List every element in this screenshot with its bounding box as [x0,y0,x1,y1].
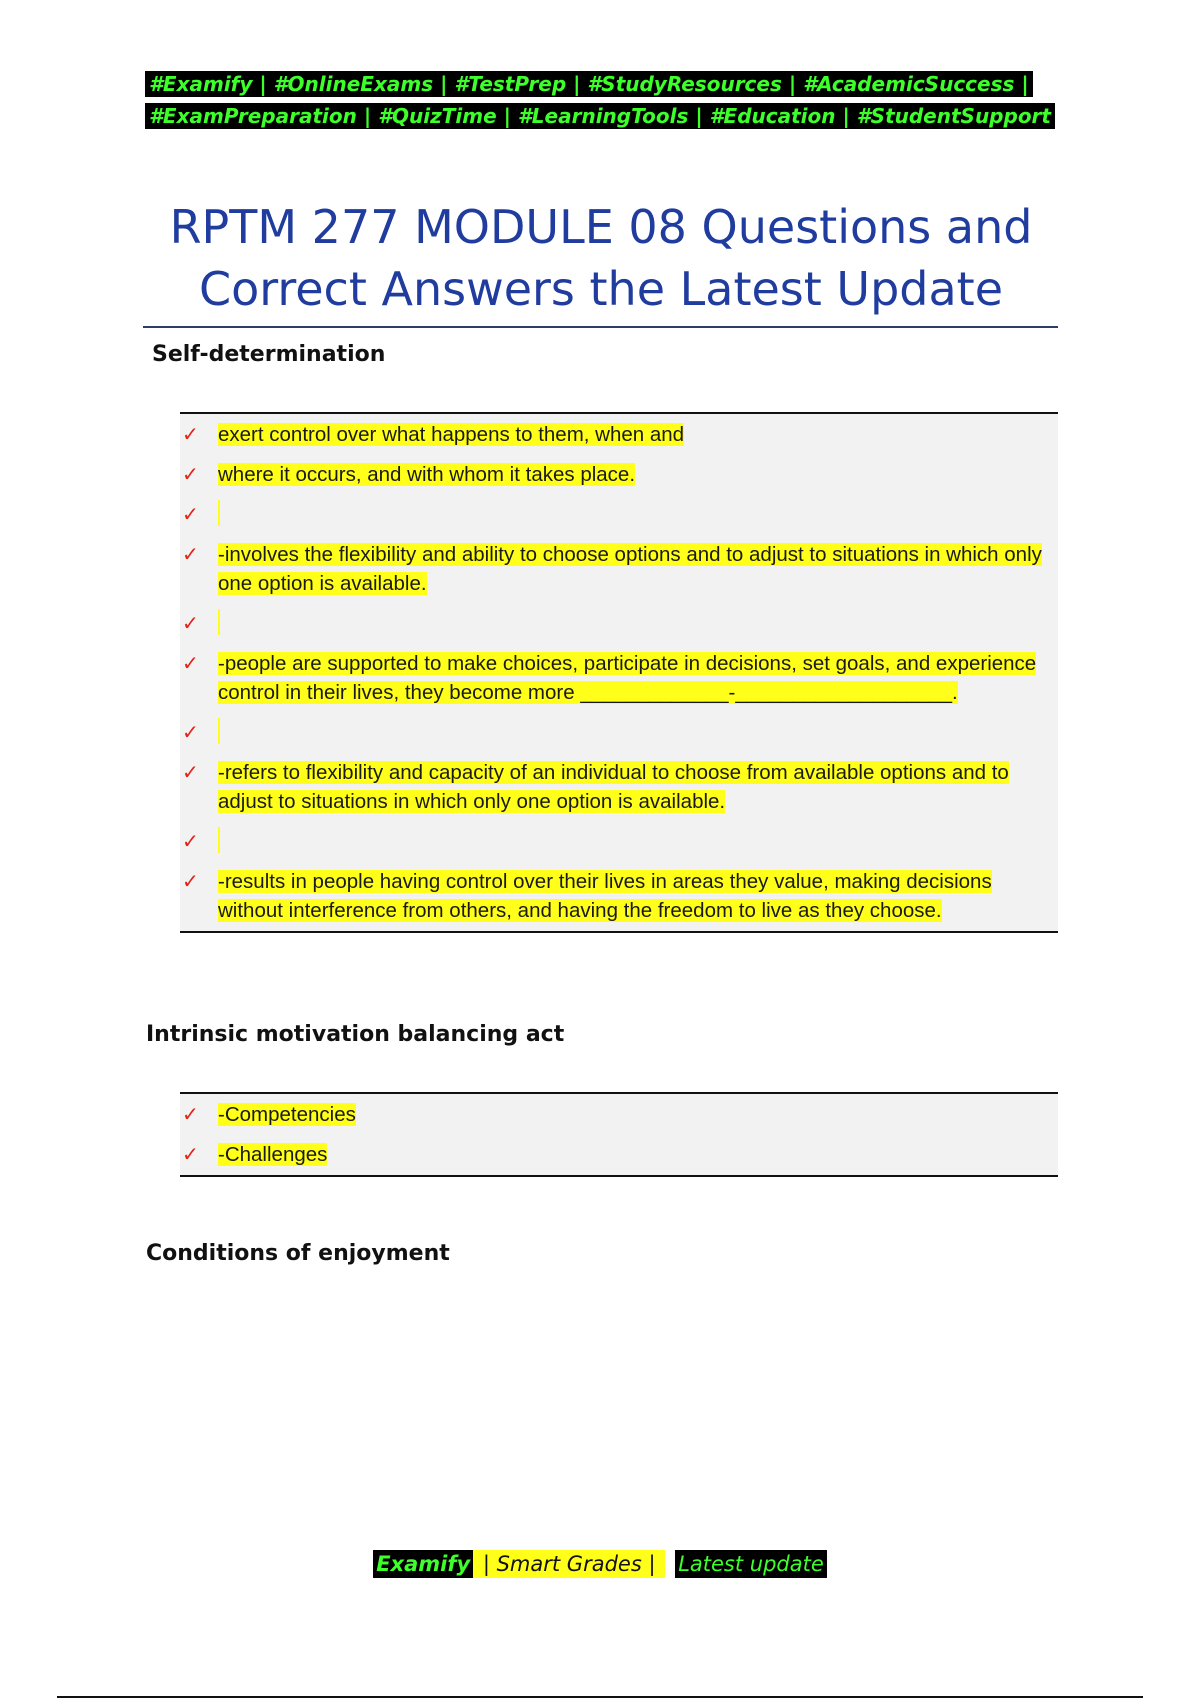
check-icon: ✓ [182,611,199,635]
answer-item: ✓ -Challenges [180,1140,1052,1169]
footer-banner [0,1552,1200,1576]
answer-item: ✓ -refers to flexibility and capacity of an individual to choose from available options and to adjust to situations in which only one option is available. [182,760,1009,813]
page-bottom-divider [57,1696,1143,1698]
check-icon: ✓ [182,1142,199,1166]
hashtag-line-2: #ExamPreparation | #QuizTime | #LearningTools | #Education | #StudentSupport [145,100,1055,132]
answer-item-empty [180,827,1052,856]
answer-box-intrinsic-motivation [180,1092,1058,1177]
answer-item: ✓ -involves the flexibility and ability to choose options and to adjust to situations in which only one option is available. [182,542,1042,595]
check-icon: ✓ [182,542,199,566]
answer-item: ✓ -Competencies [180,1100,1052,1129]
section-heading-conditions-of-enjoyment: Conditions of enjoyment [146,1241,450,1266]
footer-smart-grades: | Smart Grades | [473,1550,665,1578]
answer-item: ✓ -people are supported to make choices, participate in decisions, set goals, and experience control in their lives, they become more _____________-___________________. [182,651,1037,704]
check-icon: ✓ [182,720,199,744]
hashtag-banner [145,68,1055,132]
answer-item: ✓ exert control over what happens to them, when and [180,420,1052,449]
title-line-2: Correct Answers the Latest Update [198,262,1003,316]
check-icon: ✓ [182,462,199,486]
check-icon: ✓ [182,1102,199,1126]
section-heading-self-determination: Self-determination [152,342,386,367]
title-divider [143,326,1058,328]
check-icon: ✓ [182,651,199,675]
check-icon: ✓ [182,829,199,853]
check-icon: ✓ [182,502,199,526]
answer-item: ✓ -results in people having control over their lives in areas they value, making decisions without interference from others, and having the freedom to live as they choose. [182,869,992,922]
answer-item-empty [180,500,1052,529]
footer-latest-update: Latest update [675,1550,827,1578]
answer-box-self-determination [180,412,1058,933]
answer-item-empty [180,718,1052,747]
title-line-1: RPTM 277 MODULE 08 Questions and [169,200,1033,254]
answer-item-empty [180,609,1052,638]
section-heading-intrinsic-motivation: Intrinsic motivation balancing act [146,1022,565,1047]
hashtag-line-1: #Examify | #OnlineExams | #TestPrep | #StudyResources | #AcademicSuccess | [145,68,1055,100]
check-icon: ✓ [182,869,199,893]
check-icon: ✓ [182,422,199,446]
answer-item: ✓ where it occurs, and with whom it takes place. [180,460,1052,489]
check-icon: ✓ [182,760,199,784]
footer-brand: Examify [373,1550,473,1578]
document-title [145,196,1057,320]
